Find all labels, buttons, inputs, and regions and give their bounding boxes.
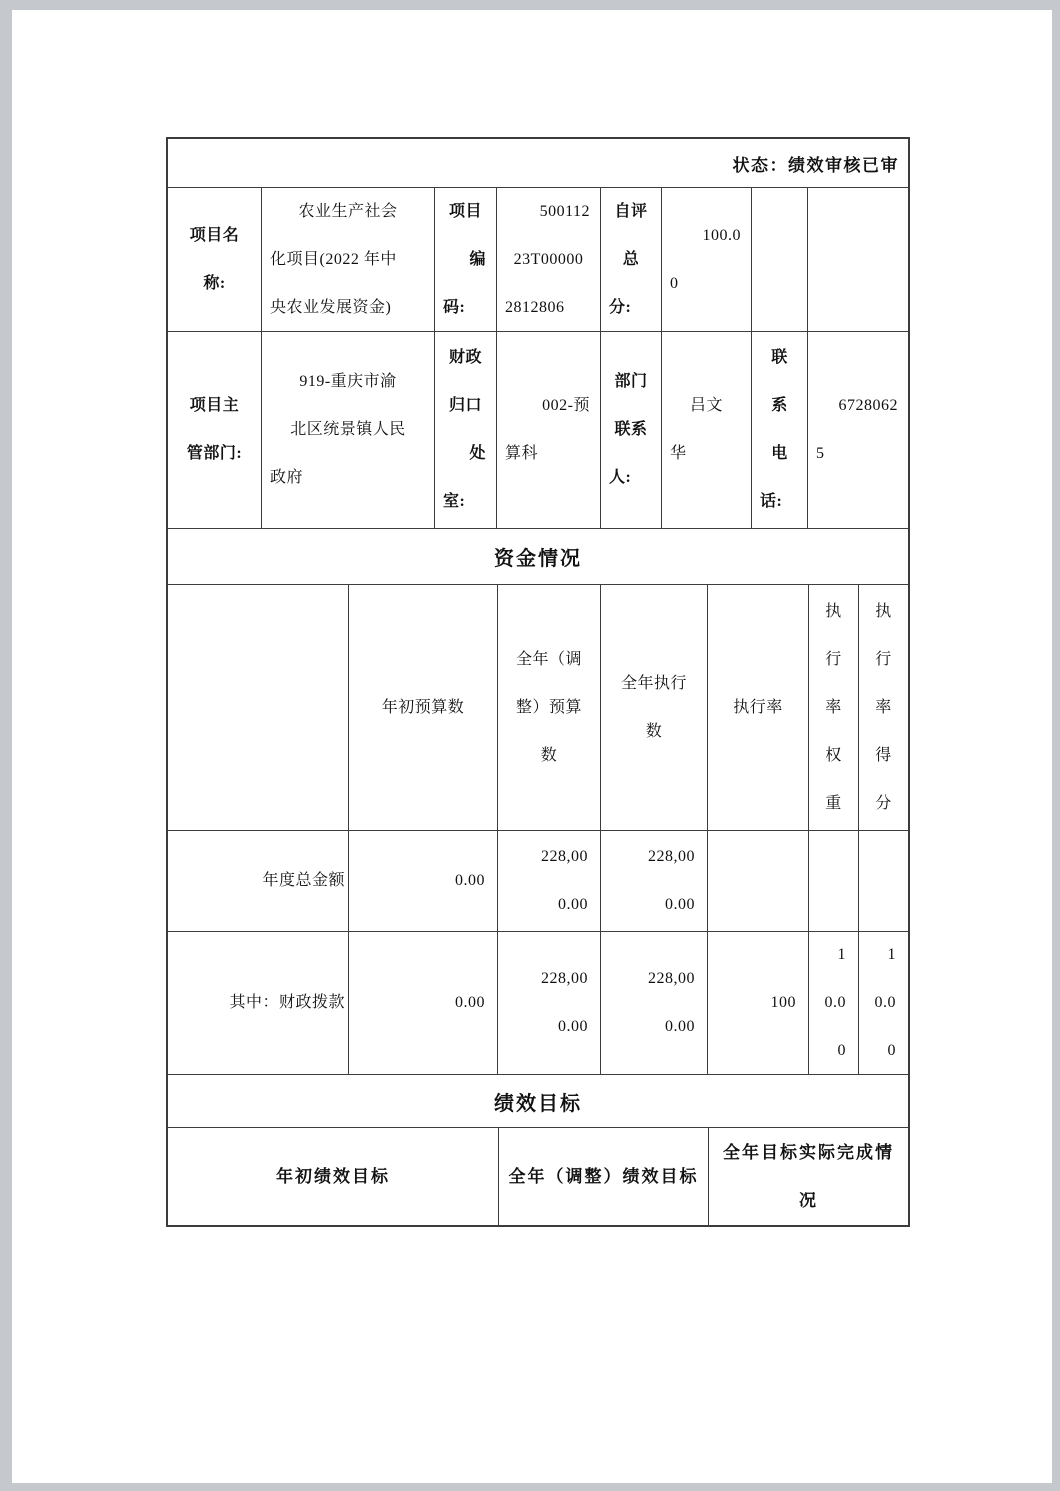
rate-weight-cell — [809, 831, 859, 931]
header-line: 年初绩效目标 — [276, 1166, 390, 1186]
header-line: 执行率 — [733, 698, 783, 716]
header-line: 重 — [825, 794, 842, 812]
project-code-value-cell — [497, 188, 601, 331]
value-line: 5 — [816, 445, 825, 462]
value-line: 1 — [887, 946, 896, 963]
value-line: 2812806 — [505, 298, 565, 316]
project-info-row-1 — [168, 188, 908, 332]
contact-label-cell — [601, 332, 662, 528]
value-line: 0.00 — [455, 872, 485, 889]
initial-budget-cell — [349, 831, 498, 931]
actual-completion-cell — [709, 1128, 908, 1225]
executed-cell — [601, 831, 708, 931]
header-line: 得 — [875, 746, 892, 764]
value-line: 农业生产社会 — [298, 202, 398, 220]
finance-office-label-cell — [435, 332, 497, 528]
header-line: 年初预算数 — [381, 698, 465, 716]
funding-row-annual-total — [168, 831, 908, 932]
adjusted-budget-cell — [498, 932, 601, 1074]
executed-cell — [601, 932, 708, 1074]
rate-score-cell — [859, 932, 908, 1074]
execution-rate-cell — [708, 932, 809, 1074]
label-line: 联 — [771, 349, 788, 366]
header-line: 全年执行 — [620, 674, 687, 692]
funding-header-rate-weight — [809, 585, 859, 830]
label-line: 部门 — [614, 373, 648, 390]
project-name-label-cell — [168, 188, 262, 331]
funding-header-executed — [601, 585, 708, 830]
funding-header-execution-rate — [708, 585, 809, 830]
status-row — [168, 139, 908, 188]
value-line: 北区统景镇人民 — [290, 421, 406, 438]
header-line: 全年（调 — [515, 650, 582, 668]
performance-evaluation-table — [166, 137, 910, 1227]
value-line: 100.0 — [702, 226, 741, 244]
label-line: 财政 — [448, 349, 482, 366]
header-line: 率 — [825, 698, 842, 716]
label-line: 系 — [771, 397, 788, 414]
value-line: 0.00 — [558, 896, 588, 913]
funding-header-adjusted-budget — [498, 585, 601, 830]
row-label-cell — [168, 932, 349, 1074]
value-line: 228,00 — [648, 970, 695, 987]
label-line: 项目名 — [189, 226, 240, 244]
value-line: 100 — [770, 994, 796, 1011]
finance-office-value-cell — [497, 332, 601, 528]
header-line: 分 — [875, 794, 892, 812]
label-line: 总 — [622, 250, 640, 268]
funding-header-rate-score — [859, 585, 908, 830]
label-line: 电 — [771, 445, 788, 462]
value-line: 政府 — [270, 469, 304, 486]
value-line: 500112 — [539, 202, 590, 220]
header-line: 率 — [875, 698, 892, 716]
row-label: 年度总金额 — [262, 872, 345, 889]
header-line: 整）预算 — [515, 698, 582, 716]
label-line: 自评 — [614, 202, 648, 220]
header-line: 行 — [875, 650, 892, 668]
empty-cell — [808, 188, 908, 331]
value-line: 0.00 — [665, 896, 695, 913]
header-line: 数 — [645, 722, 663, 740]
label-line: 处 — [469, 445, 486, 462]
self-score-value-cell — [662, 188, 752, 331]
label-line: 归口 — [448, 397, 482, 414]
header-line: 执 — [825, 602, 842, 620]
funding-header-row — [168, 585, 908, 831]
label-line: 项目 — [448, 202, 482, 220]
value-line: 0 — [670, 274, 679, 292]
value-line: 228,00 — [541, 848, 588, 865]
status-text: 状态：绩效审核已审 — [732, 155, 899, 175]
project-code-label-cell — [435, 188, 497, 331]
row-label: 其中：财政拨款 — [229, 994, 345, 1011]
value-line: 央农业发展资金) — [270, 298, 392, 316]
goals-section-header — [168, 1075, 908, 1128]
phone-label-cell — [752, 332, 808, 528]
project-info-row-2 — [168, 332, 908, 529]
value-line: 002-预 — [542, 397, 590, 414]
label-line: 人: — [609, 469, 632, 486]
label-line: 码: — [443, 298, 466, 316]
label-line: 称: — [203, 274, 226, 292]
header-line: 数 — [540, 746, 558, 764]
document-page — [12, 10, 1052, 1483]
rate-weight-cell — [809, 932, 859, 1074]
label-line: 编 — [469, 250, 486, 268]
adjusted-budget-cell — [498, 831, 601, 931]
funding-section-header — [168, 529, 908, 585]
value-line: 6728062 — [838, 397, 898, 414]
value-line: 0 — [887, 1042, 896, 1059]
goals-section-title: 绩效目标 — [494, 1092, 582, 1115]
value-line: 0.00 — [455, 994, 485, 1011]
label-line: 项目主 — [189, 397, 240, 414]
value-line: 0.0 — [874, 994, 896, 1011]
value-line: 1 — [837, 946, 846, 963]
contact-value-cell — [662, 332, 752, 528]
funding-section-title: 资金情况 — [494, 548, 582, 570]
header-line: 况 — [799, 1190, 818, 1210]
value-line: 吕文 — [689, 397, 723, 414]
value-line: 0.00 — [558, 1018, 588, 1035]
header-line: 行 — [825, 650, 842, 668]
label-line: 话: — [760, 493, 783, 510]
initial-budget-cell — [349, 932, 498, 1074]
adjusted-goal-cell — [499, 1128, 709, 1225]
header-line: 全年（调整）绩效目标 — [508, 1166, 699, 1186]
row-label-cell — [168, 831, 349, 931]
goals-header-row — [168, 1128, 908, 1225]
header-line: 权 — [825, 746, 842, 764]
value-line: 228,00 — [648, 848, 695, 865]
funding-header-empty-cell — [168, 585, 349, 830]
label-line: 联系 — [614, 421, 648, 438]
value-line: 23T00000 — [513, 250, 584, 268]
project-name-value-cell — [262, 188, 435, 331]
self-score-label-cell — [601, 188, 662, 331]
department-label-cell — [168, 332, 262, 528]
label-line: 室: — [443, 493, 466, 510]
value-line: 0.0 — [824, 994, 846, 1011]
funding-row-fiscal-appropriation — [168, 932, 908, 1075]
empty-cell — [752, 188, 808, 331]
value-line: 919-重庆市渝 — [299, 373, 397, 390]
funding-header-initial-budget — [349, 585, 498, 830]
header-line: 全年目标实际完成情 — [723, 1142, 894, 1162]
phone-value-cell — [808, 332, 908, 528]
initial-goal-cell — [168, 1128, 499, 1225]
value-line: 0.00 — [665, 1018, 695, 1035]
value-line: 0 — [837, 1042, 846, 1059]
rate-score-cell — [859, 831, 908, 931]
value-line: 算科 — [505, 445, 539, 462]
value-line: 228,00 — [541, 970, 588, 987]
header-line: 执 — [875, 602, 892, 620]
department-value-cell — [262, 332, 435, 528]
label-line: 分: — [609, 298, 632, 316]
execution-rate-cell — [708, 831, 809, 931]
value-line: 化项目(2022 年中 — [270, 250, 397, 268]
label-line: 管部门: — [186, 445, 243, 462]
value-line: 华 — [670, 445, 687, 462]
